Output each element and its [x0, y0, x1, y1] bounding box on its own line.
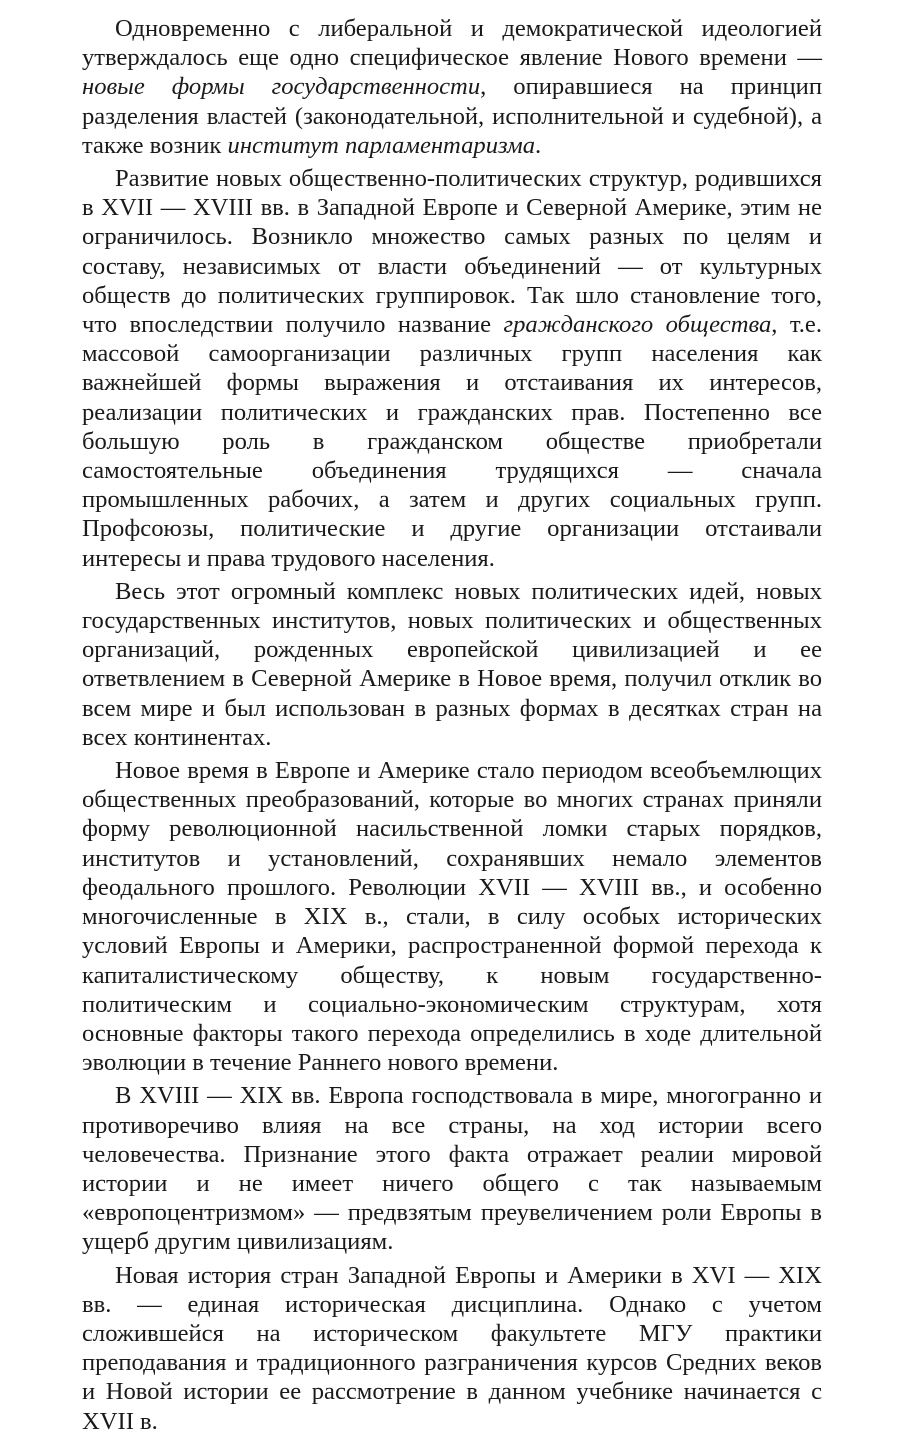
paragraph-text: Одновременно с либеральной и демократической идеологией утверждалось еще одно специфическое явление Нового времени — [82, 15, 822, 72]
paragraph-text: Весь этот огромный комплекс новых политических идей, новых государственных институтов, новых политических и общественных организаций, рожденных европейской цивилизацией и ее ответвлением в Северной Америке в Новое время, получил отклик во всем мире и был использован в разных формах в десятках стран на всех континентах. [82, 577, 822, 751]
paragraph-text: В XVIII — XIX вв. Европа господствовала в мире, многогранно и противоречиво влияя на все страны, на ход истории всего человечества. Признание этого факта отражает реалии мировой истории и не имеет ничего общего с так называемым «европоцентризмом» — предвзятым преувеличением роли Европы в ущерб другим цивилизациям. [82, 1082, 822, 1256]
paragraph-text: Новая история стран Западной Европы и Америки в XVI — XIX вв. — единая историческая дисциплина. Однако с учетом сложившейся на историческом факультете МГУ практики преподавания и традиционного разграничения курсов Средних веков и Новой истории ее рассмотрение в данном учебнике начинается с XVII в. [82, 1261, 822, 1435]
paragraph-text: Развитие новых общественно-политических структур, родившихся в XVII — XVIII вв. в Западной Европе и Северной Америке, этим не ограничилось. Возникло множество самых разных по целям и составу, независимых от власти объединений — от культурных обществ до политических группировок. Так шло становление того, что впоследствии получило название [82, 165, 822, 339]
paragraph-europe-dominance [82, 1081, 822, 1256]
paragraph-text: . [535, 131, 542, 159]
paragraph-revolutions [82, 756, 822, 1077]
paragraph-text: , опиравшиеся на принцип разделения властей (законодательной, исполнительной и судебной), а также возник [82, 73, 822, 159]
paragraph-text: Новое время в Европе и Америке стало периодом всеобъемлющих общественных преобразований, которые во многих странах приняли форму революционной насильственной ломки старых порядков, институтов и установлений, сохранявших немало элементов феодального прошлого. Революции XVII — XVIII вв., и особенно многочисленные в XIX в., стали, в силу особых исторических условий Европы и Америки, распространенной формой перехода к капиталистическому обществу, к новым государственно-политическим и социально-экономическим структурам, хотя основные факторы такого перехода определились в ходе длительной эволюции в течение Раннего нового времени. [82, 757, 822, 1077]
paragraph-discipline-scope [82, 1261, 822, 1436]
paragraph-text: , т.е. массовой самоорганизации различных групп населения как важнейшей формы выражения и отстаивания их интересов, реализации политических и гражданских прав. Постепенно все большую роль в гражданском обществе приобретали самостоятельные объединения трудящихся — сначала промышленных рабочих, а затем и других социальных групп. Профсоюзы, политические и другие организации отстаивали интересы и права трудового населения. [82, 311, 822, 572]
paragraph-civil-society [82, 164, 822, 573]
emphasis-parliamentarism: институт парламентаризма [227, 131, 535, 159]
emphasis-new-state-forms: новые формы государственности [82, 73, 481, 101]
emphasis-civil-society: гражданского общества [503, 311, 772, 339]
paragraph-state-forms [82, 14, 822, 160]
paragraph-global-response [82, 577, 822, 752]
document-page [82, 14, 822, 1440]
